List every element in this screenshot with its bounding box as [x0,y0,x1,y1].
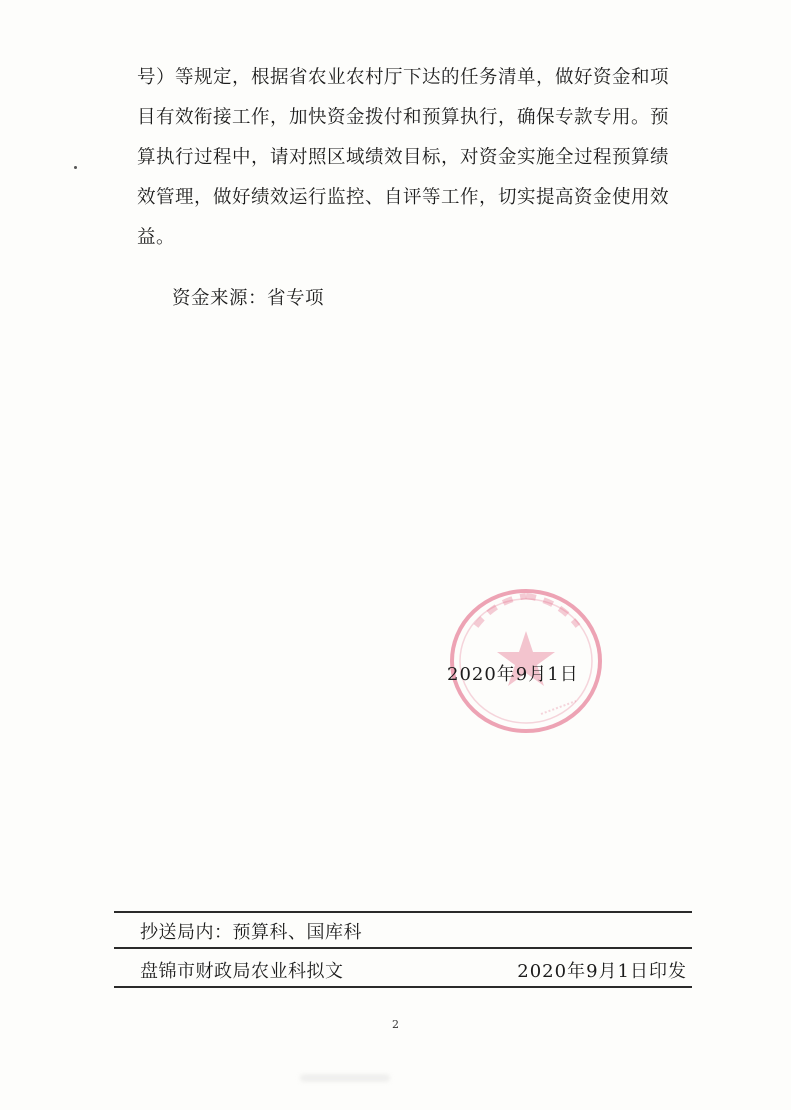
scan-smudge [300,1074,390,1082]
funding-source: 资金来源：省专项 [172,288,325,309]
body-line-5: 益。 [137,227,176,248]
page-number: 2 [392,1018,399,1031]
signature-date: 2020年9月1日 [447,664,579,685]
body-line-2: 目有效衔接工作，加快资金拨付和预算执行，确保专款专用。预 [137,107,670,128]
footer-divider-middle [114,947,692,949]
print-date: 2020年9月1日印发 [517,961,687,982]
body-line-1: 号）等规定，根据省农业农村厅下达的任务清单，做好资金和项 [137,67,670,88]
scan-speck [74,166,77,169]
footer-divider-top [114,911,692,913]
body-line-4: 效管理，做好绩效运行监控、自评等工作，切实提高资金使用效 [137,187,670,208]
footer-divider-bottom [114,986,692,988]
issuer-line: 盘锦市财政局农业科拟文 [140,961,344,982]
cc-line: 抄送局内：预算科、国库科 [140,922,362,943]
body-line-3: 算执行过程中，请对照区域绩效目标，对资金实施全过程预算绩 [137,147,670,168]
body-paragraph [137,58,677,258]
